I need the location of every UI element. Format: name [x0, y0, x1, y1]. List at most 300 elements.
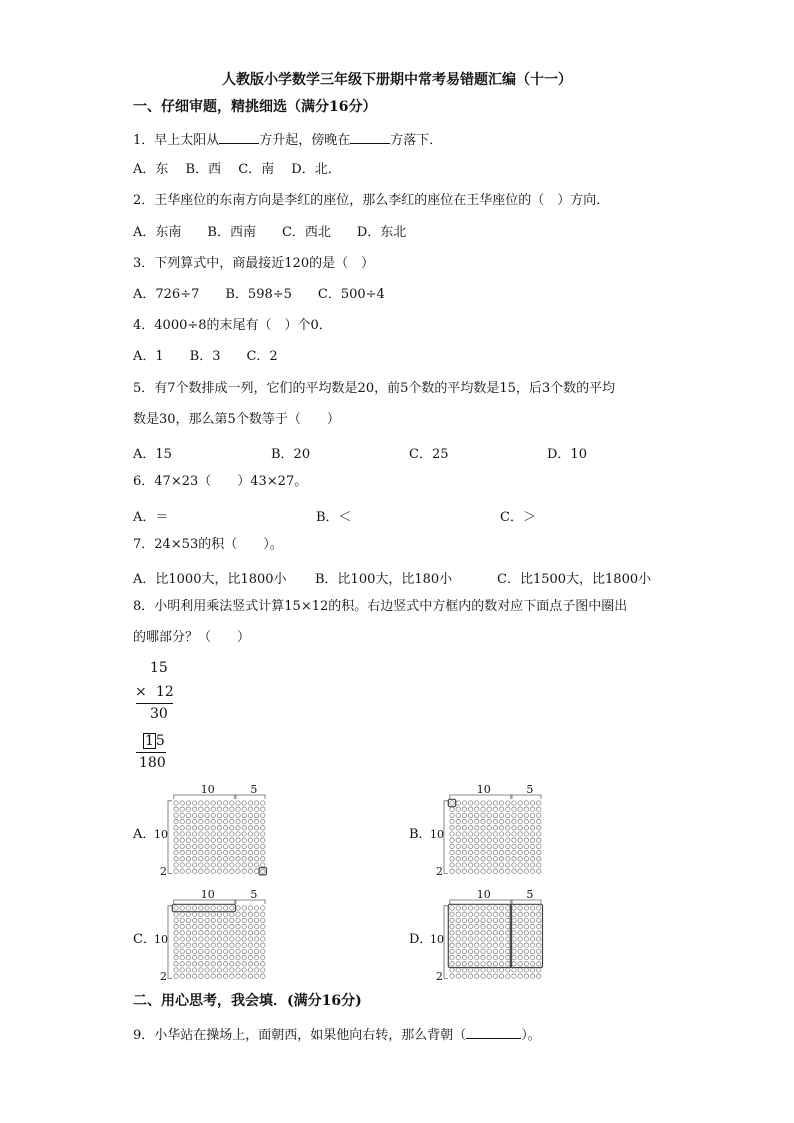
- dot: [186, 863, 190, 867]
- dot: [217, 819, 221, 823]
- dot: [236, 949, 240, 953]
- q5-option-a: A．15: [133, 447, 172, 462]
- dot: [537, 968, 541, 972]
- dot: [518, 832, 522, 836]
- dot: [499, 850, 503, 854]
- dot: [248, 801, 252, 805]
- dot: [481, 968, 485, 972]
- dot: [462, 850, 466, 854]
- dot: [493, 869, 497, 873]
- dot: [242, 832, 246, 836]
- dot: [481, 801, 485, 805]
- dot: [174, 931, 178, 935]
- dot: [506, 813, 510, 817]
- q1-blank-1[interactable]: [219, 131, 259, 144]
- dot: [468, 943, 472, 947]
- dot: [217, 869, 221, 873]
- dot: [192, 949, 196, 953]
- dot: [186, 918, 190, 922]
- dot: [217, 838, 221, 842]
- dot: [530, 832, 534, 836]
- dot: [192, 955, 196, 959]
- dot: [524, 974, 528, 978]
- dot: [493, 937, 497, 941]
- dot: [524, 863, 528, 867]
- dot: [174, 844, 178, 848]
- dot: [242, 807, 246, 811]
- dot: [186, 962, 190, 966]
- dot: [192, 863, 196, 867]
- dot: [236, 918, 240, 922]
- dot: [186, 826, 190, 830]
- calc-boxed-digit: 1: [145, 733, 154, 749]
- dot: [499, 838, 503, 842]
- dot: [462, 844, 466, 848]
- dot: [537, 906, 541, 910]
- label-top-10: 10: [200, 785, 215, 796]
- dot: [487, 801, 491, 805]
- dot: [481, 906, 485, 910]
- dot: [254, 813, 258, 817]
- dot: [192, 801, 196, 805]
- dot: [248, 850, 252, 854]
- dot: [205, 912, 209, 916]
- dot: [468, 931, 472, 935]
- dot: [205, 826, 209, 830]
- dot: [186, 943, 190, 947]
- dot: [487, 807, 491, 811]
- dot: [223, 906, 227, 910]
- dot: [180, 869, 184, 873]
- dot: [512, 857, 516, 861]
- dot: [230, 949, 234, 953]
- dot: [180, 826, 184, 830]
- dot: [261, 943, 265, 947]
- dot: [180, 924, 184, 928]
- dot: [211, 850, 215, 854]
- dot: [537, 869, 541, 873]
- dot: [518, 850, 522, 854]
- dot: [230, 857, 234, 861]
- dot: [174, 869, 178, 873]
- dot: [475, 850, 479, 854]
- dot: [192, 937, 196, 941]
- document-title: 人教版小学数学三年级下册期中常考易错题汇编（十一）: [222, 72, 572, 88]
- dot: [254, 955, 258, 959]
- dot: [537, 826, 541, 830]
- dot: [211, 974, 215, 978]
- q1-blank-2[interactable]: [350, 131, 390, 144]
- dot: [475, 857, 479, 861]
- dot: [512, 819, 516, 823]
- dot: [217, 974, 221, 978]
- dot: [499, 819, 503, 823]
- dot: [475, 949, 479, 953]
- dot: [180, 857, 184, 861]
- dot: [530, 974, 534, 978]
- dot: [192, 807, 196, 811]
- dot: [493, 863, 497, 867]
- dot: [499, 968, 503, 972]
- dot: [462, 801, 466, 805]
- dot: [506, 844, 510, 848]
- dot: [518, 863, 522, 867]
- dot: [493, 912, 497, 916]
- dot: [493, 943, 497, 947]
- dot: [230, 813, 234, 817]
- dot: [211, 844, 215, 848]
- dot: [236, 826, 240, 830]
- dot: [506, 838, 510, 842]
- dot: [518, 912, 522, 916]
- dot: [199, 937, 203, 941]
- dot: [499, 949, 503, 953]
- dot: [186, 819, 190, 823]
- dot: [512, 918, 516, 922]
- dot: [537, 943, 541, 947]
- dot: [481, 918, 485, 922]
- calc-result: 180: [139, 755, 166, 771]
- dot: [261, 962, 265, 966]
- dot: [537, 962, 541, 966]
- dot: [499, 943, 503, 947]
- dot: [475, 962, 479, 966]
- dot: [456, 832, 460, 836]
- dot: [512, 949, 516, 953]
- dot: [254, 826, 258, 830]
- dot: [487, 931, 491, 935]
- dot: [254, 937, 258, 941]
- dot: [512, 955, 516, 959]
- dot: [450, 801, 454, 805]
- dot: [174, 801, 178, 805]
- q8-option-b-letter: B．: [409, 827, 432, 842]
- dot: [530, 968, 534, 972]
- dot: [217, 968, 221, 972]
- dot: [254, 869, 258, 873]
- dot: [174, 857, 178, 861]
- dot: [205, 850, 209, 854]
- dot: [180, 832, 184, 836]
- dot: [475, 807, 479, 811]
- dot: [205, 807, 209, 811]
- dot: [248, 918, 252, 922]
- dot: [217, 857, 221, 861]
- dot: [462, 937, 466, 941]
- dot: [487, 974, 491, 978]
- dot: [537, 801, 541, 805]
- dot: [462, 974, 466, 978]
- dot: [236, 863, 240, 867]
- dot: [199, 962, 203, 966]
- dot: [217, 826, 221, 830]
- dot: [192, 943, 196, 947]
- dot: [217, 955, 221, 959]
- dot: [223, 813, 227, 817]
- dot: [493, 931, 497, 935]
- dot: [248, 813, 252, 817]
- dot: [186, 844, 190, 848]
- dot: [475, 937, 479, 941]
- dot: [199, 807, 203, 811]
- dot: [512, 832, 516, 836]
- dot: [462, 832, 466, 836]
- dot: [518, 918, 522, 922]
- dot: [506, 949, 510, 953]
- highlight-box: [448, 904, 511, 967]
- dot: [230, 912, 234, 916]
- dot: [493, 813, 497, 817]
- dot: [537, 955, 541, 959]
- dot: [236, 844, 240, 848]
- dot: [242, 844, 246, 848]
- dot: [530, 857, 534, 861]
- dot: [487, 937, 491, 941]
- dot: [180, 931, 184, 935]
- dot: [223, 943, 227, 947]
- dot: [450, 937, 454, 941]
- dot: [180, 863, 184, 867]
- dot: [248, 949, 252, 953]
- dot: [174, 968, 178, 972]
- dot: [530, 838, 534, 842]
- dot: [192, 968, 196, 972]
- dot: [468, 949, 472, 953]
- dot: [199, 813, 203, 817]
- dot: [186, 850, 190, 854]
- calc-partial-2-rest: 5: [155, 733, 165, 749]
- dot: [242, 912, 246, 916]
- dot: [180, 955, 184, 959]
- dot: [456, 838, 460, 842]
- dot: [499, 869, 503, 873]
- dot: [248, 937, 252, 941]
- dot: [230, 962, 234, 966]
- dot: [223, 962, 227, 966]
- dot: [450, 838, 454, 842]
- dot: [537, 850, 541, 854]
- dot: [512, 807, 516, 811]
- dot: [186, 813, 190, 817]
- dot: [261, 869, 265, 873]
- dot: [180, 819, 184, 823]
- dot: [174, 819, 178, 823]
- dot: [493, 924, 497, 928]
- dot: [512, 962, 516, 966]
- dot: [217, 918, 221, 922]
- dot: [524, 850, 528, 854]
- q7-option-c: C．比1500大，比1800小: [497, 572, 652, 587]
- dot: [242, 819, 246, 823]
- q2-options: A．东南 B．西南 C．西北 D．东北: [133, 225, 407, 240]
- dot: [481, 949, 485, 953]
- dot: [236, 974, 240, 978]
- dot: [223, 949, 227, 953]
- dot: [186, 937, 190, 941]
- dot: [211, 838, 215, 842]
- dot: [261, 937, 265, 941]
- dot: [192, 832, 196, 836]
- dot: [199, 943, 203, 947]
- dot: [223, 931, 227, 935]
- dot: [192, 906, 196, 910]
- dot: [518, 838, 522, 842]
- dot: [211, 869, 215, 873]
- dot: [254, 850, 258, 854]
- dot: [468, 937, 472, 941]
- dot: [506, 968, 510, 972]
- dot: [180, 813, 184, 817]
- q9-blank[interactable]: [466, 1026, 521, 1039]
- dot: [180, 943, 184, 947]
- dot: [205, 943, 209, 947]
- dot: [236, 968, 240, 972]
- dot: [487, 924, 491, 928]
- dot: [174, 906, 178, 910]
- dot: [462, 869, 466, 873]
- dot: [524, 869, 528, 873]
- dot: [506, 931, 510, 935]
- dot: [475, 844, 479, 848]
- dot: [236, 962, 240, 966]
- dot: [205, 838, 209, 842]
- dot: [537, 924, 541, 928]
- dot: [456, 906, 460, 910]
- dot: [493, 974, 497, 978]
- dot: [192, 838, 196, 842]
- dot: [211, 826, 215, 830]
- dot: [199, 931, 203, 935]
- dot: [487, 918, 491, 922]
- dot: [493, 801, 497, 805]
- dot: [499, 857, 503, 861]
- dot: [242, 962, 246, 966]
- dot: [481, 844, 485, 848]
- dot: [475, 943, 479, 947]
- dot: [506, 962, 510, 966]
- dot: [174, 924, 178, 928]
- dot: [487, 906, 491, 910]
- q3-options: A．726÷7 B．598÷5 C．500÷4: [133, 287, 385, 302]
- dot: [205, 869, 209, 873]
- dot: [499, 813, 503, 817]
- dot: [487, 813, 491, 817]
- dot: [180, 844, 184, 848]
- dot: [524, 857, 528, 861]
- dot: [475, 968, 479, 972]
- dot: [456, 801, 460, 805]
- dot: [205, 801, 209, 805]
- dot: [236, 801, 240, 805]
- question-1: [133, 131, 442, 149]
- q6-option-c: C．＞: [500, 510, 536, 525]
- dot: [450, 918, 454, 922]
- dot: [261, 863, 265, 867]
- question-8-line-2: 的哪部分？（ ）: [133, 630, 251, 645]
- dot: [211, 943, 215, 947]
- dot: [468, 801, 472, 805]
- dot: [487, 850, 491, 854]
- dot: [512, 924, 516, 928]
- highlight-box-2: [510, 904, 542, 967]
- q5-option-b: B．20: [271, 447, 311, 462]
- dot: [236, 838, 240, 842]
- dot: [524, 832, 528, 836]
- dot: [530, 801, 534, 805]
- dot: [205, 863, 209, 867]
- dot: [475, 974, 479, 978]
- label-left-10: 10: [430, 933, 444, 946]
- dot: [450, 943, 454, 947]
- dot: [456, 813, 460, 817]
- dot: [199, 850, 203, 854]
- dot: [506, 912, 510, 916]
- dot: [254, 918, 258, 922]
- dot: [481, 863, 485, 867]
- dot: [217, 813, 221, 817]
- dot: [242, 869, 246, 873]
- dot: [481, 943, 485, 947]
- dot: [468, 832, 472, 836]
- dot: [199, 949, 203, 953]
- dot: [199, 955, 203, 959]
- dot: [261, 844, 265, 848]
- dot: [518, 906, 522, 910]
- dot: [230, 838, 234, 842]
- dot: [236, 813, 240, 817]
- dot: [530, 962, 534, 966]
- dot: [456, 857, 460, 861]
- dot: [456, 826, 460, 830]
- dot: [186, 801, 190, 805]
- question-9: [133, 1026, 541, 1044]
- dot: [199, 906, 203, 910]
- dot: [174, 832, 178, 836]
- dot: [512, 863, 516, 867]
- dot: [242, 813, 246, 817]
- dot: [186, 857, 190, 861]
- dot: [468, 819, 472, 823]
- dot: [254, 943, 258, 947]
- dot: [493, 918, 497, 922]
- dot: [254, 974, 258, 978]
- dot: [524, 813, 528, 817]
- dot: [487, 863, 491, 867]
- dot: [248, 943, 252, 947]
- dot: [499, 937, 503, 941]
- dot: [223, 801, 227, 805]
- dot: [205, 937, 209, 941]
- dot: [186, 955, 190, 959]
- dot: [518, 974, 522, 978]
- dot: [481, 850, 485, 854]
- dot: [230, 850, 234, 854]
- dot: [199, 863, 203, 867]
- dot: [254, 924, 258, 928]
- dot: [230, 906, 234, 910]
- dot: [248, 974, 252, 978]
- dot: [537, 844, 541, 848]
- dot: [524, 807, 528, 811]
- dot: [456, 912, 460, 916]
- dot: [174, 918, 178, 922]
- dot: [192, 918, 196, 922]
- dot: [211, 924, 215, 928]
- dot: [506, 906, 510, 910]
- dot: [186, 832, 190, 836]
- dot: [230, 931, 234, 935]
- dot: [180, 850, 184, 854]
